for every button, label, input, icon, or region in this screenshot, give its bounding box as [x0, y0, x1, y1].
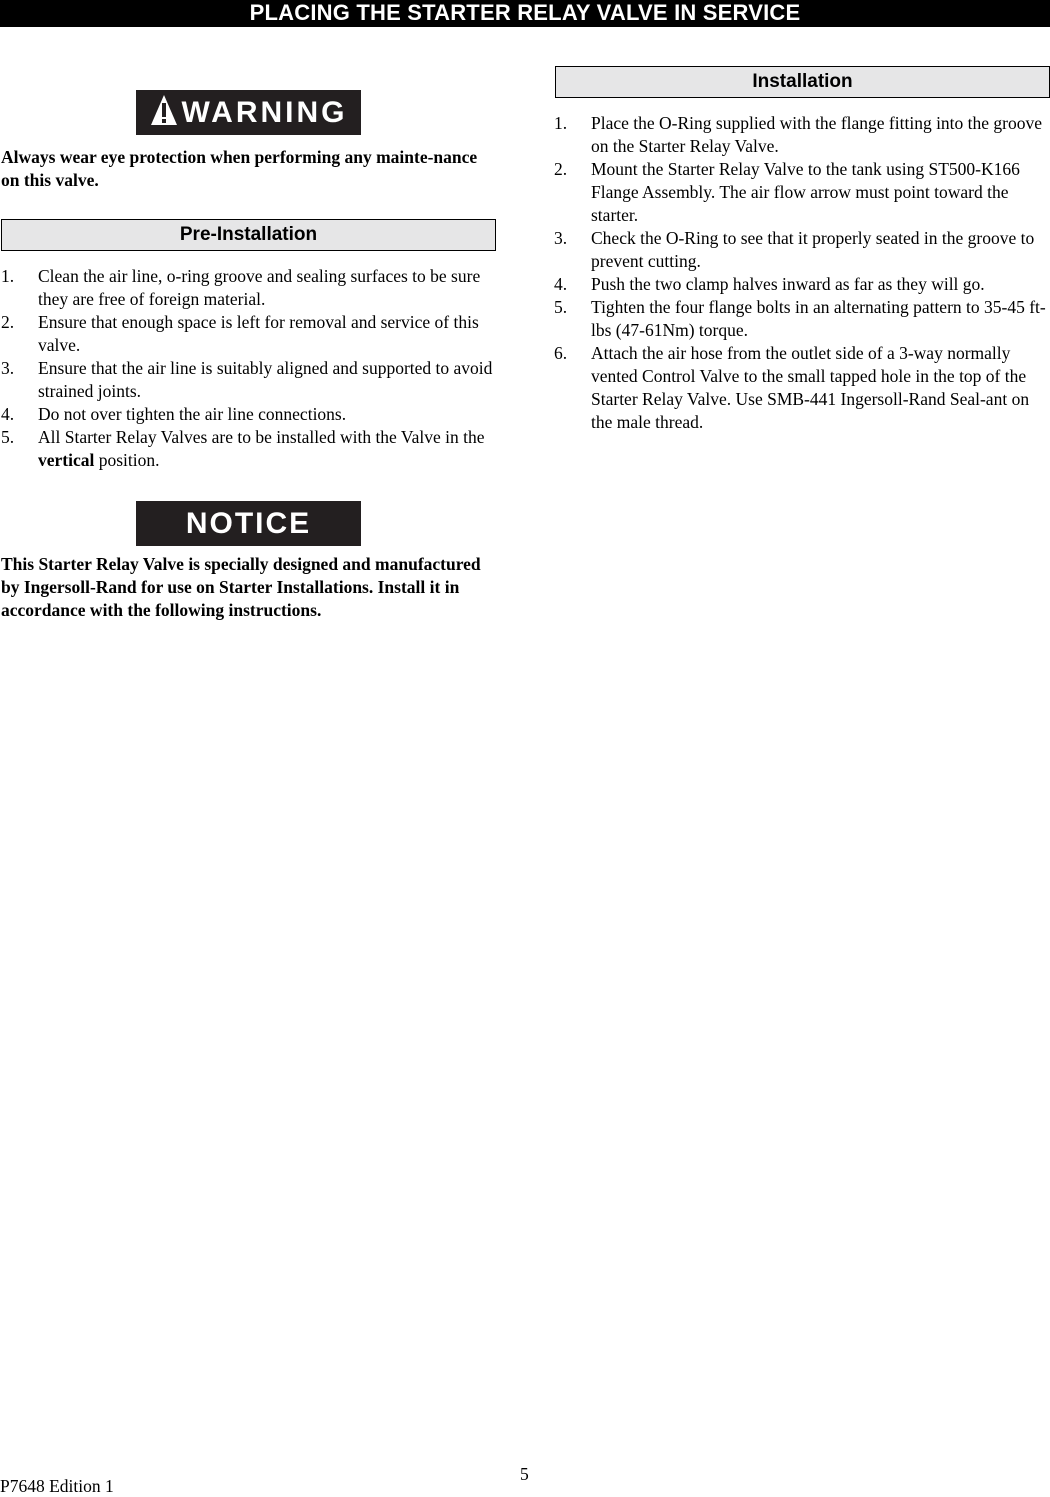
list-item: 1. Clean the air line, o-ring groove and sealing surfaces to be sure they are free of foreign material.	[1, 266, 481, 309]
page-title: PLACING THE STARTER RELAY VALVE IN SERVICE	[0, 0, 1050, 27]
document-id: P7648 Edition 1	[0, 1476, 114, 1496]
list-item: 4. Do not over tighten the air line connections.	[1, 404, 347, 424]
warning-label: WARNING	[181, 96, 348, 129]
pre-installation-steps	[1, 265, 496, 472]
page-number: 5	[520, 1464, 529, 1484]
list-item: 5. Tighten the four flange bolts in an alternating pattern to 35-45 ft-lbs (47-61Nm) torque.	[554, 297, 1046, 340]
list-item: 1. Place the O-Ring supplied with the flange fitting into the groove on the Starter Relay Valve.	[554, 113, 1043, 156]
list-item: 2. Ensure that enough space is left for removal and service of this valve.	[1, 312, 479, 355]
list-item: 3. Check the O-Ring to see that it properly seated in the groove to prevent cutting.	[554, 228, 1035, 271]
notice-text: This Starter Relay Valve is specially designed and manufactured by Ingersoll-Rand for use on Starter Installations. Install it in accordance with the following instructions.	[1, 554, 481, 620]
warning-badge	[136, 90, 361, 135]
list-item: 6. Attach the air hose from the outlet side of a 3-way normally vented Control Valve to the small tapped hole in the top of the Starter Relay Valve. Use SMB-441 Ingersoll-Rand Seal-ant on the male thread.	[554, 343, 1030, 432]
notice-badge: NOTICE	[136, 501, 361, 546]
list-item: 4. Push the two clamp halves inward as far as they will go.	[554, 274, 985, 294]
list-item: 5. All Starter Relay Valves are to be installed with the Valve in the vertical position.	[1, 427, 485, 470]
warning-text: Always wear eye protection when performing any mainte-nance on this valve.	[1, 147, 478, 190]
warning-triangle-icon	[150, 94, 178, 139]
installation-header: Installation	[555, 66, 1050, 98]
installation-steps	[554, 112, 1050, 434]
list-item: 3. Ensure that the air line is suitably aligned and supported to avoid strained joints.	[1, 358, 493, 401]
list-item: 2. Mount the Starter Relay Valve to the tank using ST500-K166 Flange Assembly. The air flow arrow must point toward the starter.	[554, 159, 1020, 225]
pre-installation-header: Pre-Installation	[1, 219, 496, 251]
